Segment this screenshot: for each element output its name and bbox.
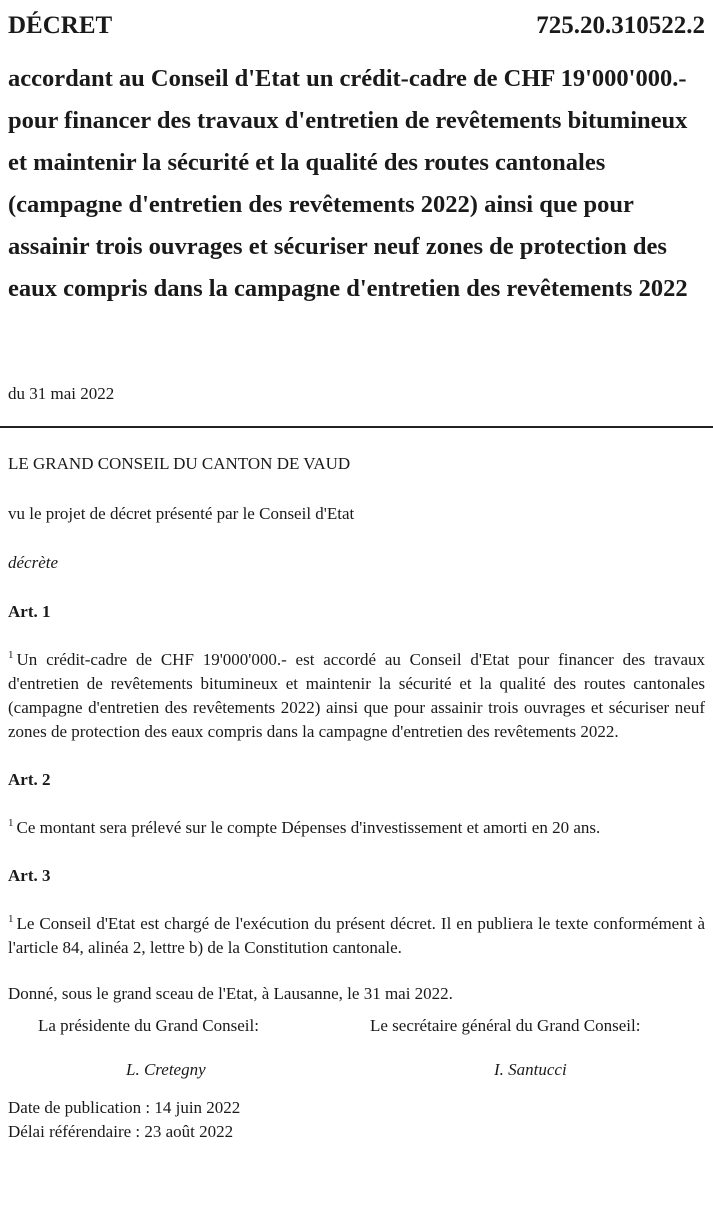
document-type: DÉCRET bbox=[8, 12, 113, 39]
article-1-text: $^1$ Un crédit-cadre de CHF 19'000'000.- est accordé au Conseil d'Etat pour financer des travaux d'entretien de revêtements bitumineux et maintenir la sécurité et la qualité des routes cantonales (campagne d'entretien des revêtements 2022) ainsi que pour assainir trois ouvrages et sécuriser neuf zones de protection des eaux compris dans la campagne d'entretien des revêtements 2022. bbox=[8, 649, 705, 741]
decree-body bbox=[8, 452, 705, 1144]
signature-roles bbox=[8, 1014, 705, 1038]
decree-date: du 31 mai 2022 bbox=[8, 384, 115, 403]
article-3-text: $^1$ Le Conseil d'Etat est chargé de l'exécution du présent décret. Il en publiera le texte conformément à l'article 84, alinéa 2, lettre b) de la Constitution cantonale. bbox=[8, 913, 705, 957]
authority: LE GRAND CONSEIL DU CANTON DE VAUD bbox=[8, 454, 351, 473]
article-3-title: Art. 3 bbox=[8, 866, 51, 885]
president-name: L. Cretegny bbox=[126, 1060, 206, 1079]
separator-line bbox=[0, 426, 713, 428]
recital: vu le projet de décret présenté par le Conseil d'Etat bbox=[8, 504, 355, 523]
decrees-keyword: décrète bbox=[8, 553, 59, 572]
document-number: 725.20.310522.2 bbox=[536, 12, 705, 39]
article-2-title: Art. 2 bbox=[8, 770, 51, 789]
secretary-name: I. Santucci bbox=[494, 1060, 567, 1079]
article-2-text: $^1$ Ce montant sera prélevé sur le compte Dépenses d'investissement et amorti en 20 ans. bbox=[8, 817, 601, 837]
referendum-deadline: Délai référendaire : 23 août 2022 bbox=[8, 1122, 234, 1141]
publication-date: Date de publication : 14 juin 2022 bbox=[8, 1098, 241, 1117]
document-header bbox=[8, 12, 705, 48]
alinea-number: 1 bbox=[8, 913, 14, 926]
alinea-number: 1 bbox=[8, 817, 14, 830]
secretary-role: Le secrétaire général du Grand Conseil: bbox=[370, 1016, 641, 1035]
article-1-title: Art. 1 bbox=[8, 602, 51, 621]
alinea-number: 1 bbox=[8, 649, 14, 662]
decree-title: accordant au Conseil d'Etat un crédit-cadre de CHF 19'000'000.- pour financer des travaux d'entretien de revêtements bitumineux et maintenir la sécurité et la qualité des routes cantonales (campagne d'entretien des revêtements 2022) ainsi que pour assainir trois ouvrages et sécuriser neuf zones de protection des eaux compris dans la campagne d'entretien des revêtements 2022 bbox=[8, 65, 688, 302]
closing-formula: Donné, sous le grand sceau de l'Etat, à Lausanne, le 31 mai 2022. bbox=[8, 984, 453, 1003]
president-role: La présidente du Grand Conseil: bbox=[38, 1016, 259, 1035]
signature-names bbox=[8, 1058, 705, 1082]
